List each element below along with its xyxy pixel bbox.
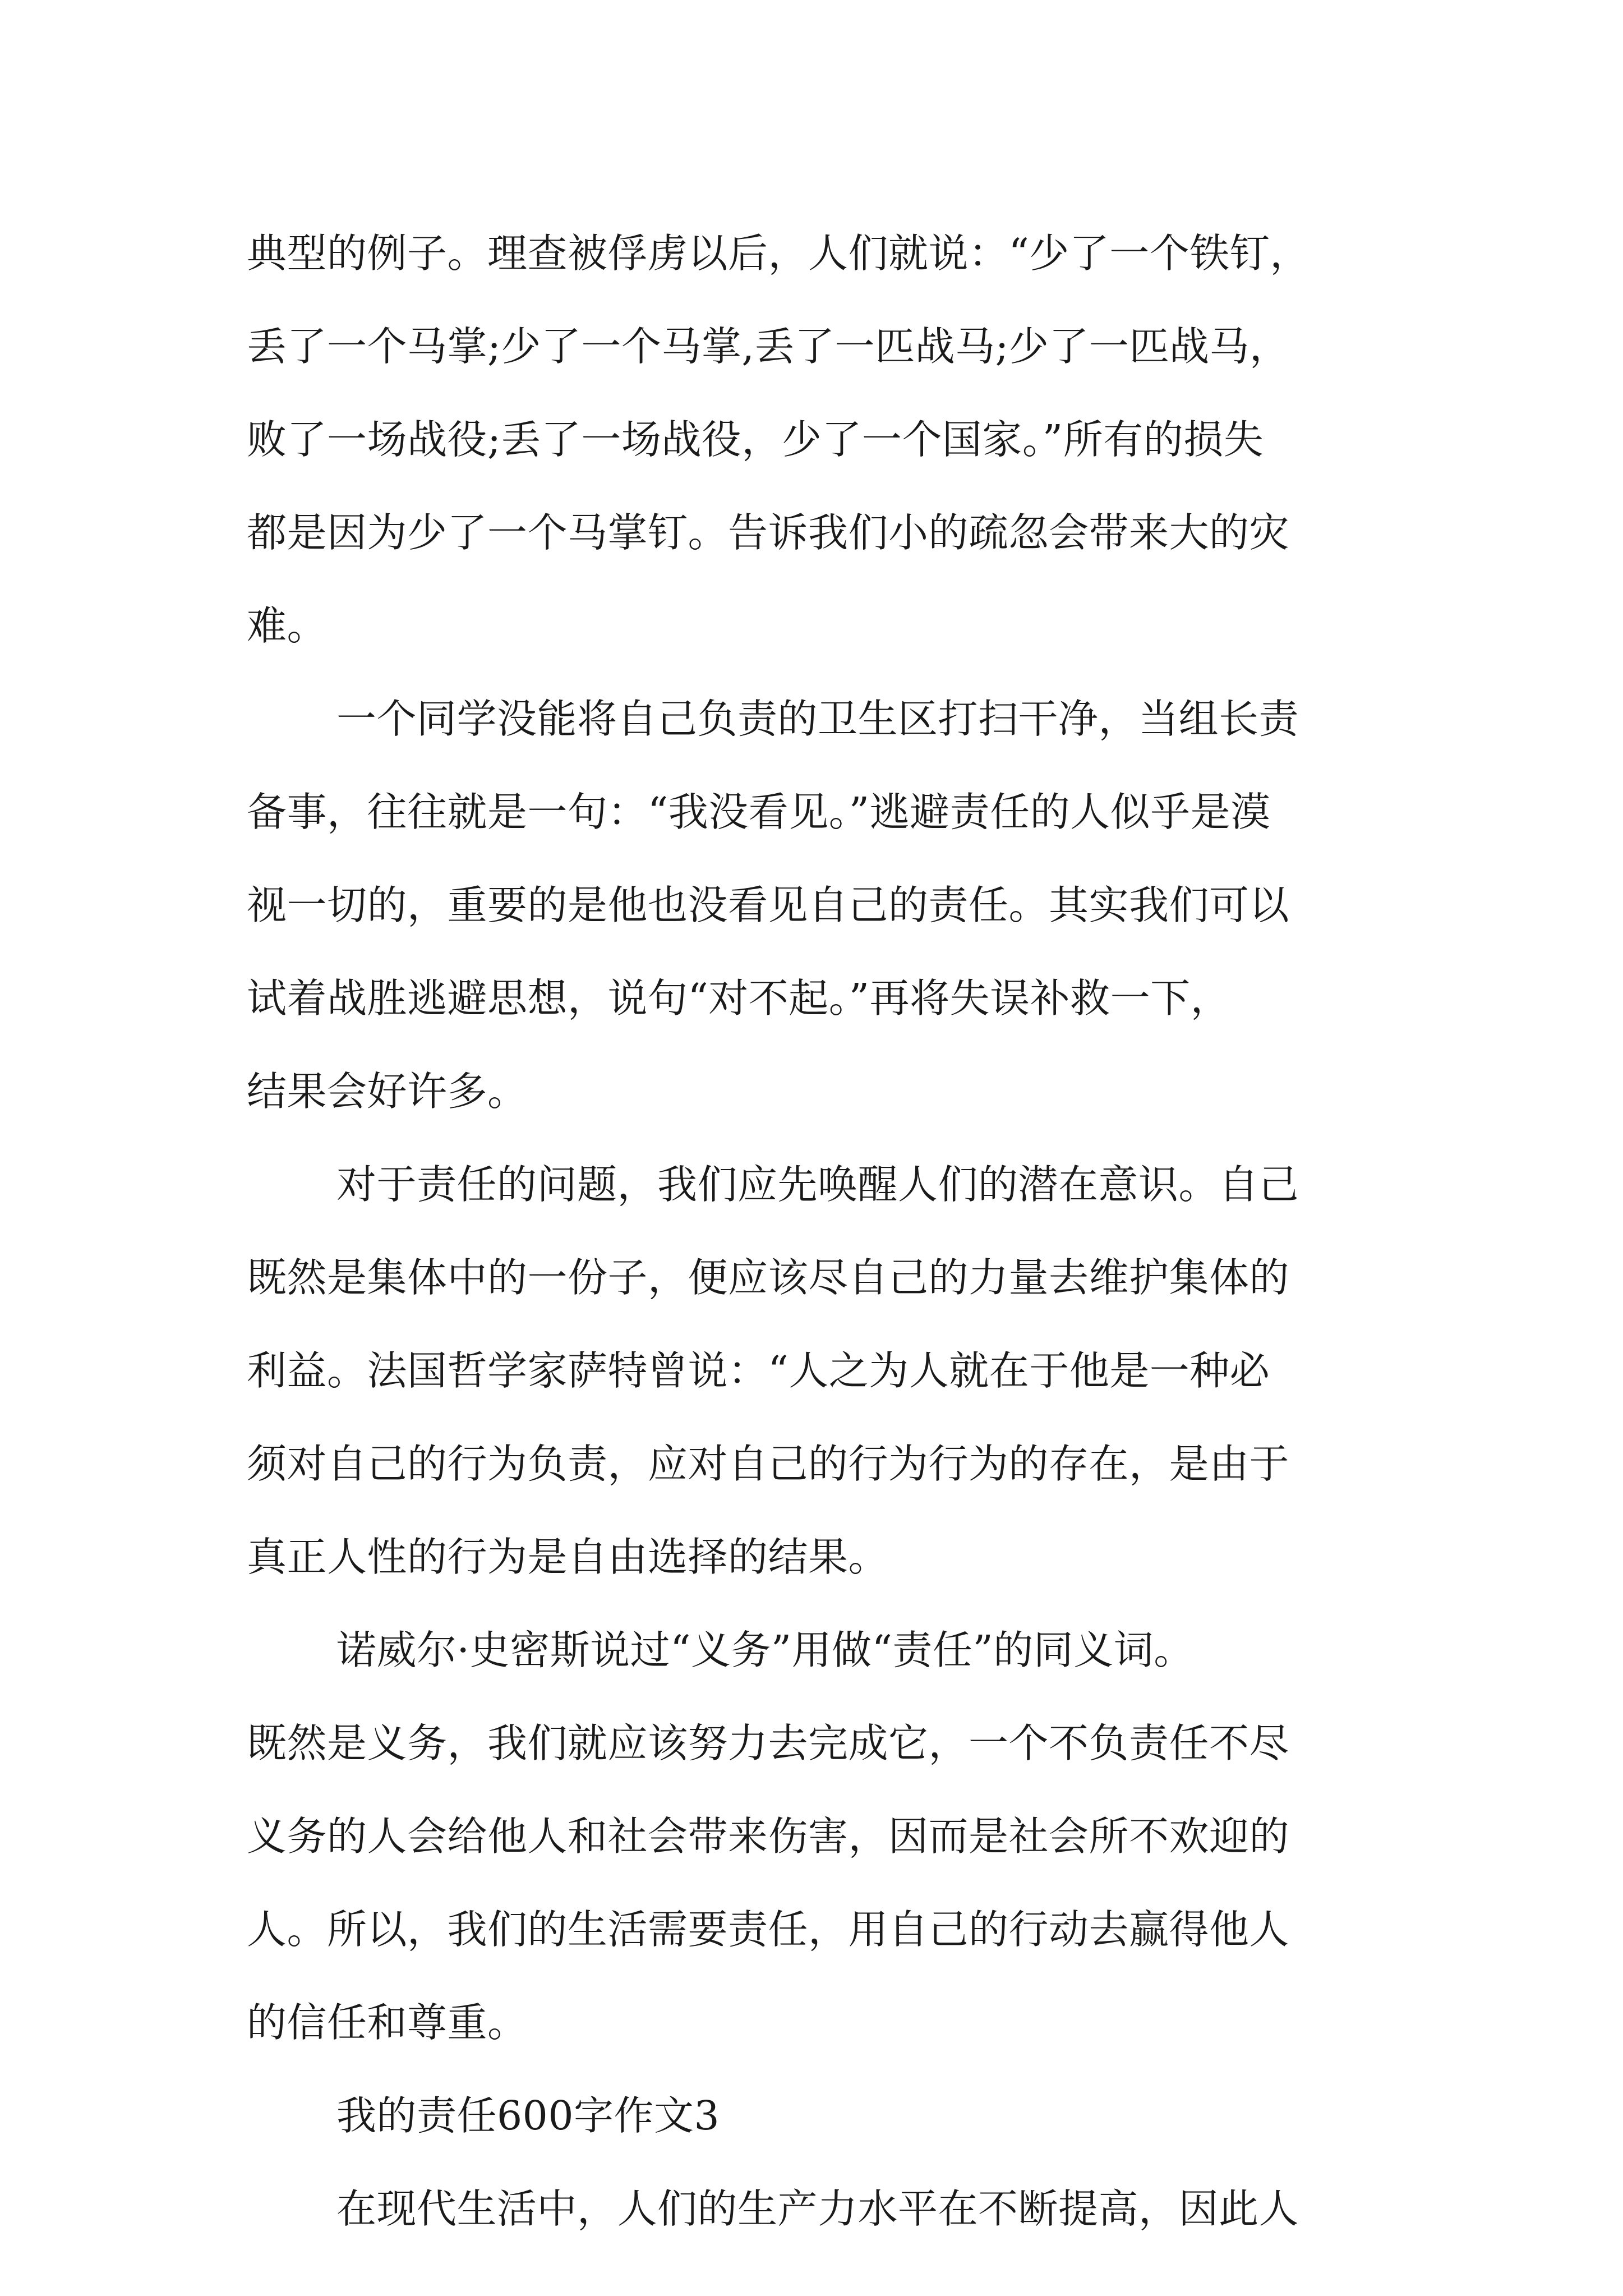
text-line: 既然是集体中的一份子，便应该尽自己的力量去维护集体的 xyxy=(247,1254,1290,1301)
text-line: 丢了一个马掌;少了一个马掌,丢了一匹战马;少了一匹战马， xyxy=(247,323,1290,370)
text-line: 人。所以，我们的生活需要责任，用自己的行动去赢得他人 xyxy=(247,1906,1290,1953)
text-line: 真正人性的行为是自由选择的结果。 xyxy=(247,1534,889,1580)
paragraph-first-line: 对于责任的问题，我们应先唤醒人们的潜在意识。自己 xyxy=(336,1161,1299,1208)
text-line: 结果会好许多。 xyxy=(247,1068,528,1115)
text-line: 的信任和尊重。 xyxy=(247,1999,528,2046)
paragraph-first-line: 在现代生活中，人们的生产力水平在不断提高，因此人 xyxy=(336,2185,1299,2232)
text-line: 试着战胜逃避思想，说句“对不起。”再将失误补救一下， xyxy=(247,975,1231,1022)
text-line: 须对自己的行为负责，应对自己的行为行为的存在，是由于 xyxy=(247,1441,1290,1487)
text-line: 义务的人会给他人和社会带来伤害，因而是社会所不欢迎的 xyxy=(247,1813,1290,1860)
text-line: 视一切的，重要的是他也没看见自己的责任。其实我们可以 xyxy=(247,882,1290,928)
text-line: 都是因为少了一个马掌钉。告诉我们小的疏忽会带来大的灾 xyxy=(247,509,1290,556)
paragraph-first-line: 一个同学没能将自己负责的卫生区打扫干净，当组长责 xyxy=(336,696,1299,742)
text-line: 败了一场战役;丢了一场战役，少了一个国家。”所有的损失 xyxy=(247,416,1264,463)
section-heading: 我的责任600字作文3 xyxy=(336,2092,720,2139)
text-line: 典型的例子。理查被俘虏以后，人们就说：“少了一个铁钉， xyxy=(247,230,1310,277)
text-line: 利益。法国哲学家萨特曾说：“人之为人就在于他是一种必 xyxy=(247,1347,1270,1394)
text-line: 难。 xyxy=(247,602,328,649)
paragraph-first-line: 诺威尔·史密斯说过“义务”用做“责任”的同义词。 xyxy=(336,1627,1194,1673)
text-line: 备事，往往就是一句：“我没看见。”逃避责任的人似乎是漠 xyxy=(247,789,1271,835)
text-line: 既然是义务，我们就应该努力去完成它，一个不负责任不尽 xyxy=(247,1720,1290,1766)
